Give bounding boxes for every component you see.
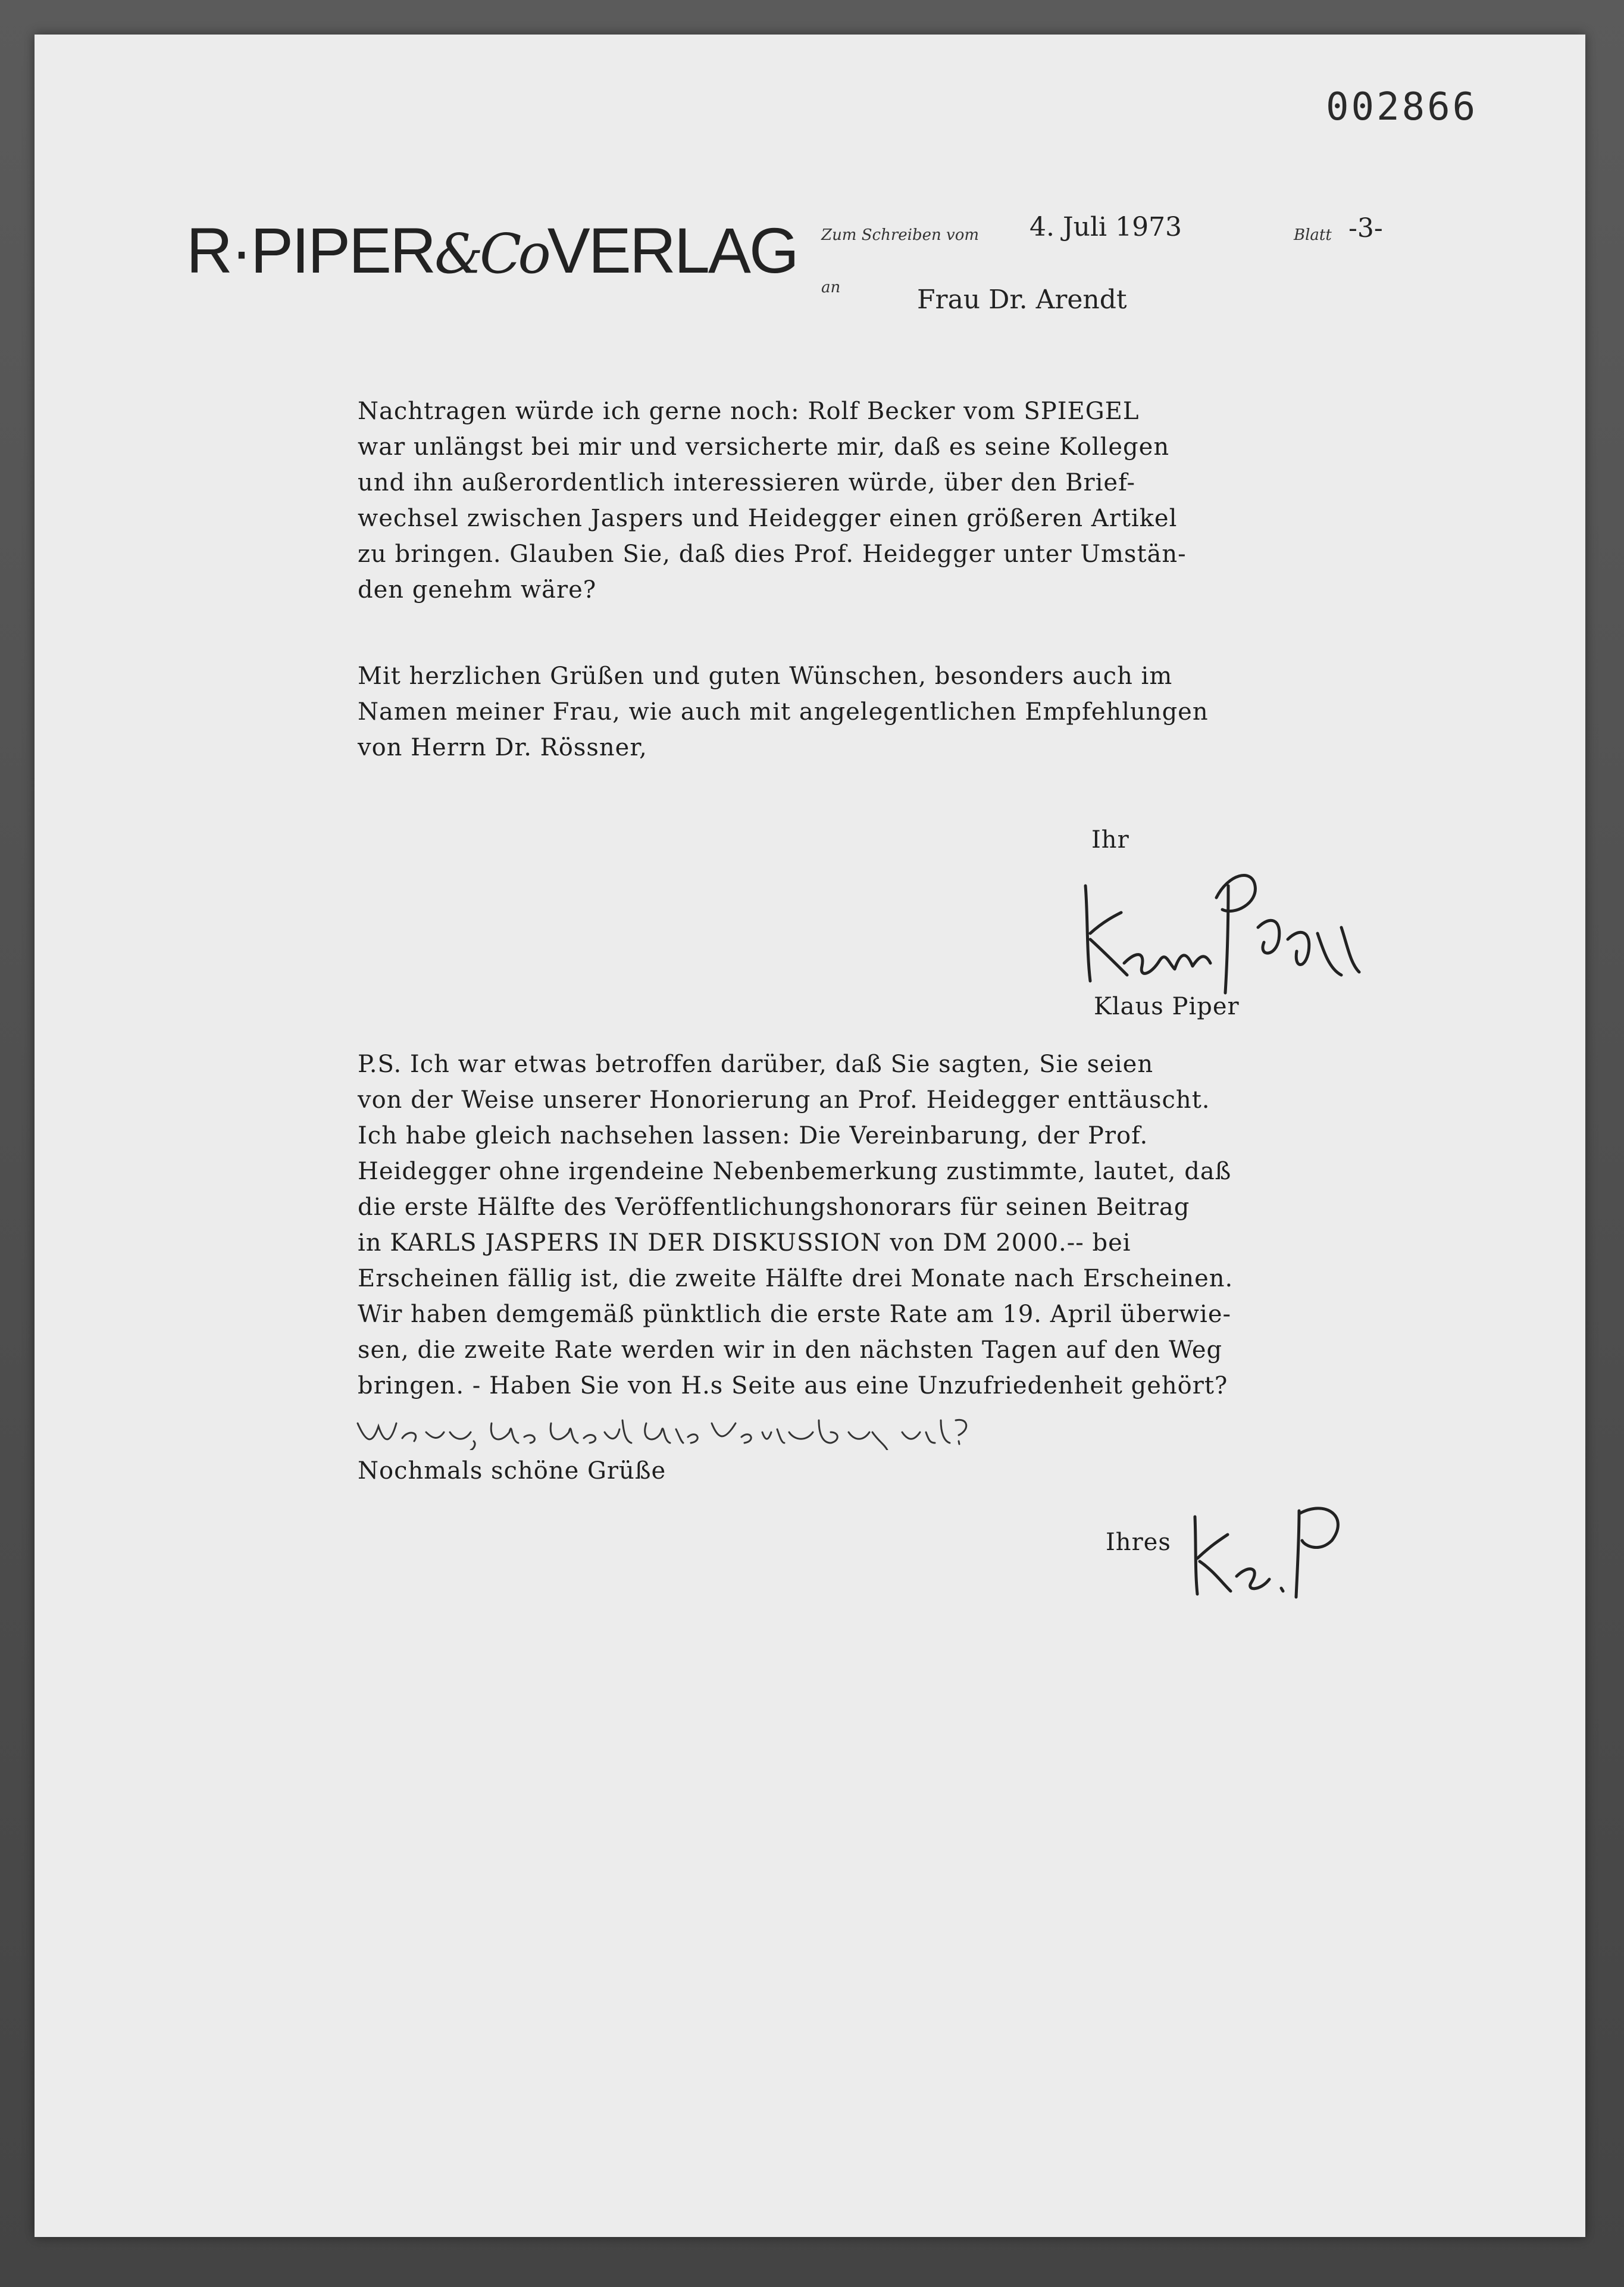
- paragraph-1-line: war unlängst bei mir und versicherte mir, daß es seine Kollegen: [358, 433, 1170, 461]
- paragraph-2-line: von Herrn Dr. Rössner,: [358, 734, 647, 761]
- postscript-line: P.S. Ich war etwas betroffen darüber, daß Sie sagten, Sie seien: [358, 1051, 1154, 1078]
- logo-amp: &Co: [434, 222, 547, 286]
- recipient: Frau Dr. Arendt: [917, 285, 1127, 315]
- blatt-value: -3-: [1348, 213, 1383, 243]
- postscript-line: sen, die zweite Rate werden wir in den nächsten Tagen auf den Weg: [358, 1336, 1223, 1364]
- paragraph-1-line: zu bringen. Glauben Sie, daß dies Prof. Heidegger unter Umstän-: [358, 540, 1187, 568]
- paragraph-2-line: Namen meiner Frau, wie auch mit angelegentlichen Empfehlungen: [358, 698, 1209, 726]
- postscript-line: Heidegger ohne irgendeine Nebenbemerkung zustimmte, lautet, daß: [358, 1158, 1232, 1185]
- postscript-closing: Nochmals schöne Grüße: [358, 1457, 667, 1485]
- postscript: [358, 1046, 1488, 1404]
- paragraph-1-line: den genehm wäre?: [358, 576, 597, 604]
- postscript-line: Erscheinen fällig ist, die zweite Hälfte drei Monate nach Erscheinen.: [358, 1265, 1234, 1292]
- postscript-line: von der Weise unserer Honorierung an Prof. Heidegger enttäuscht.: [358, 1086, 1210, 1114]
- paragraph-2: [358, 658, 1488, 766]
- postscript-line: bringen. - Haben Sie von H.s Seite aus eine Unzufriedenheit gehört?: [358, 1372, 1228, 1399]
- zum-schreiben-label: Zum Schreiben vom: [821, 226, 980, 244]
- initials-signature: [1183, 1493, 1373, 1600]
- logo-suffix: VERLAG: [547, 214, 797, 286]
- publisher-logo: [186, 213, 797, 288]
- archive-number: 002866: [1326, 85, 1478, 129]
- an-label: an: [821, 279, 841, 296]
- handwritten-note: [355, 1414, 974, 1450]
- paragraph-2-line: Mit herzlichen Grüßen und guten Wünschen, besonders auch im: [358, 663, 1173, 690]
- blatt-label: Blatt: [1294, 226, 1332, 244]
- typed-name: Klaus Piper: [1094, 993, 1240, 1020]
- paragraph-1-line: Nachtragen würde ich gerne noch: Rolf Becker vom SPIEGEL: [358, 398, 1140, 425]
- closing-ihr: Ihr: [1091, 826, 1129, 854]
- letter-date: 4. Juli 1973: [1030, 212, 1182, 242]
- letter-page: [35, 35, 1585, 2237]
- postscript-line: die erste Hälfte des Veröffentlichungshonorars für seinen Beitrag: [358, 1194, 1190, 1221]
- paragraph-1-line: wechsel zwischen Jaspers und Heidegger einen größeren Artikel: [358, 505, 1178, 532]
- postscript-line: Ich habe gleich nachsehen lassen: Die Vereinbarung, der Prof.: [358, 1122, 1149, 1149]
- paragraph-1-line: und ihn außerordentlich interessieren würde, über den Brief-: [358, 469, 1135, 496]
- postscript-line: in KARLS JASPERS IN DER DISKUSSION von DM 2000.-- bei: [358, 1229, 1131, 1257]
- closing-ihres: Ihres: [1106, 1529, 1171, 1556]
- klaus-piper-signature: [1079, 862, 1365, 999]
- logo-prefix: R·PIPER: [186, 214, 435, 286]
- paragraph-1: [358, 393, 1488, 608]
- postscript-line: Wir haben demgemäß pünktlich die erste Rate am 19. April überwie-: [358, 1301, 1232, 1328]
